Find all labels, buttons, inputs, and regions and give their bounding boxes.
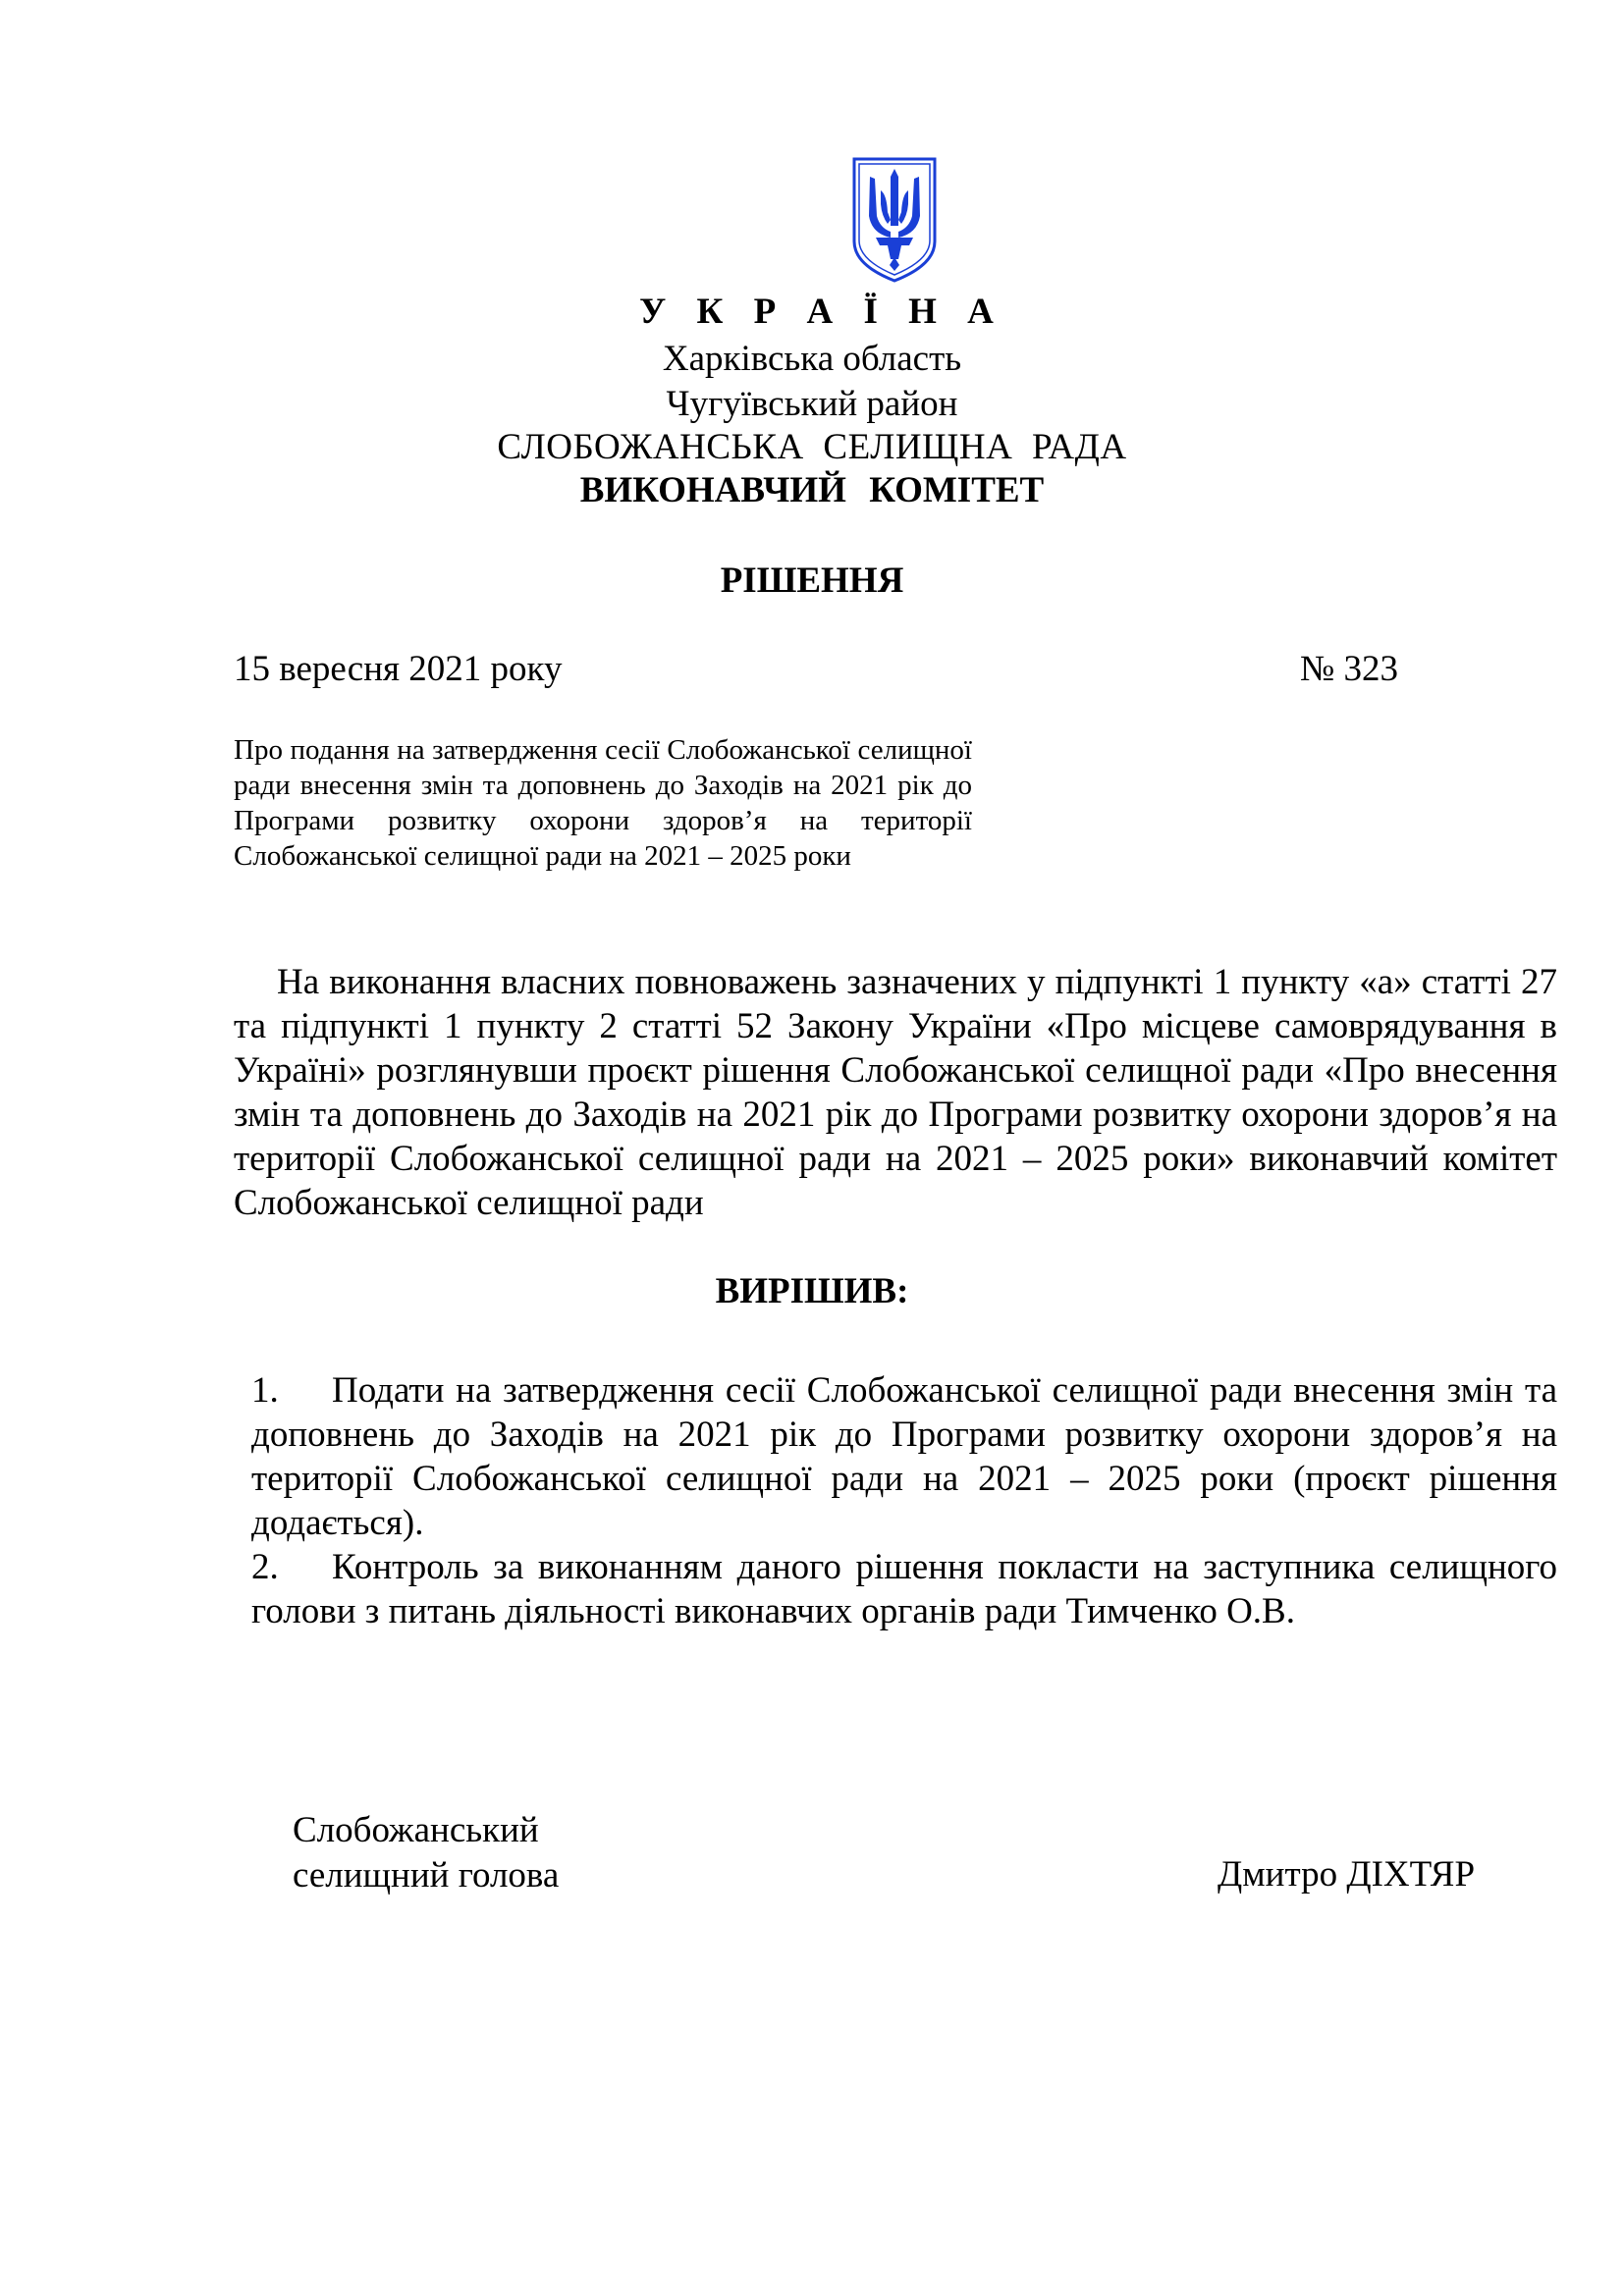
resolved-heading: ВИРІШИВ: — [715, 1271, 909, 1311]
decision-preamble: На виконання власних повноважень зазначених у підпункті 1 пункту «а» статті 27 та підпункті 1 пункту 2 статті 52 Закону України «Про місцеве самоврядування в Україні» розглянувши проєкт рішення Слобожанської селищної ради «Про внесення змін та доповнень до Заходів на 2021 рік до Програми розвитку охорони здоров’я на території Слобожанської селищної ради на 2021 – 2025 роки» виконавчий комітет Слобожанської селищної ради — [234, 962, 1557, 1223]
resolution-items-list — [251, 1368, 1557, 1633]
region-name: Харківська область — [662, 339, 962, 379]
committee-name: ВИКОНАВЧИЙ КОМІТЕТ — [579, 470, 1045, 510]
signatory-title-line: селищний голова — [293, 1855, 560, 1896]
resolution-item-number: 2. — [251, 1547, 279, 1587]
resolution-item-text: Контроль за виконанням даного рішення покласти на заступника селищного голови з питань діяльності виконавчих органів ради Тимченко О.В. — [251, 1547, 1557, 1631]
signatory-title — [293, 1808, 559, 1898]
district-name: Чугуївський район — [666, 384, 958, 424]
decision-date: 15 вересня 2021 року — [234, 649, 563, 689]
decision-number: № 323 — [1300, 649, 1399, 689]
country-name: У К Р А Ї Н А — [639, 292, 1004, 332]
document-type-heading: РІШЕННЯ — [720, 561, 904, 601]
ukraine-trident-emblem-icon — [850, 155, 939, 285]
resolution-item-text: Подати на затвердження сесії Слобожанської селищної ради внесення змін та доповнень до Заходів на 2021 рік до Програми розвитку охорони здоров’я на території Слобожанської селищної ради на 2021 – 2025 роки (проєкт рішення додається). — [251, 1370, 1557, 1543]
signatory-name: Дмитро ДІХТЯР — [1218, 1854, 1476, 1895]
decision-subject: Про подання на затвердження сесії Слобожанської селищної ради внесення змін та доповнень до Заходів на 2021 рік до Програми розвитку охорони здоров’я на території Слобожанської селищної ради на 2021 – 2025 роки — [234, 734, 972, 872]
council-name: СЛОБОЖАНСЬКА СЕЛИЩНА РАДА — [497, 427, 1127, 467]
signatory-title-line: Слобожанський — [293, 1810, 539, 1850]
resolution-item-number: 1. — [251, 1370, 279, 1411]
resolution-item — [251, 1368, 1557, 1545]
resolution-item — [251, 1545, 1557, 1633]
